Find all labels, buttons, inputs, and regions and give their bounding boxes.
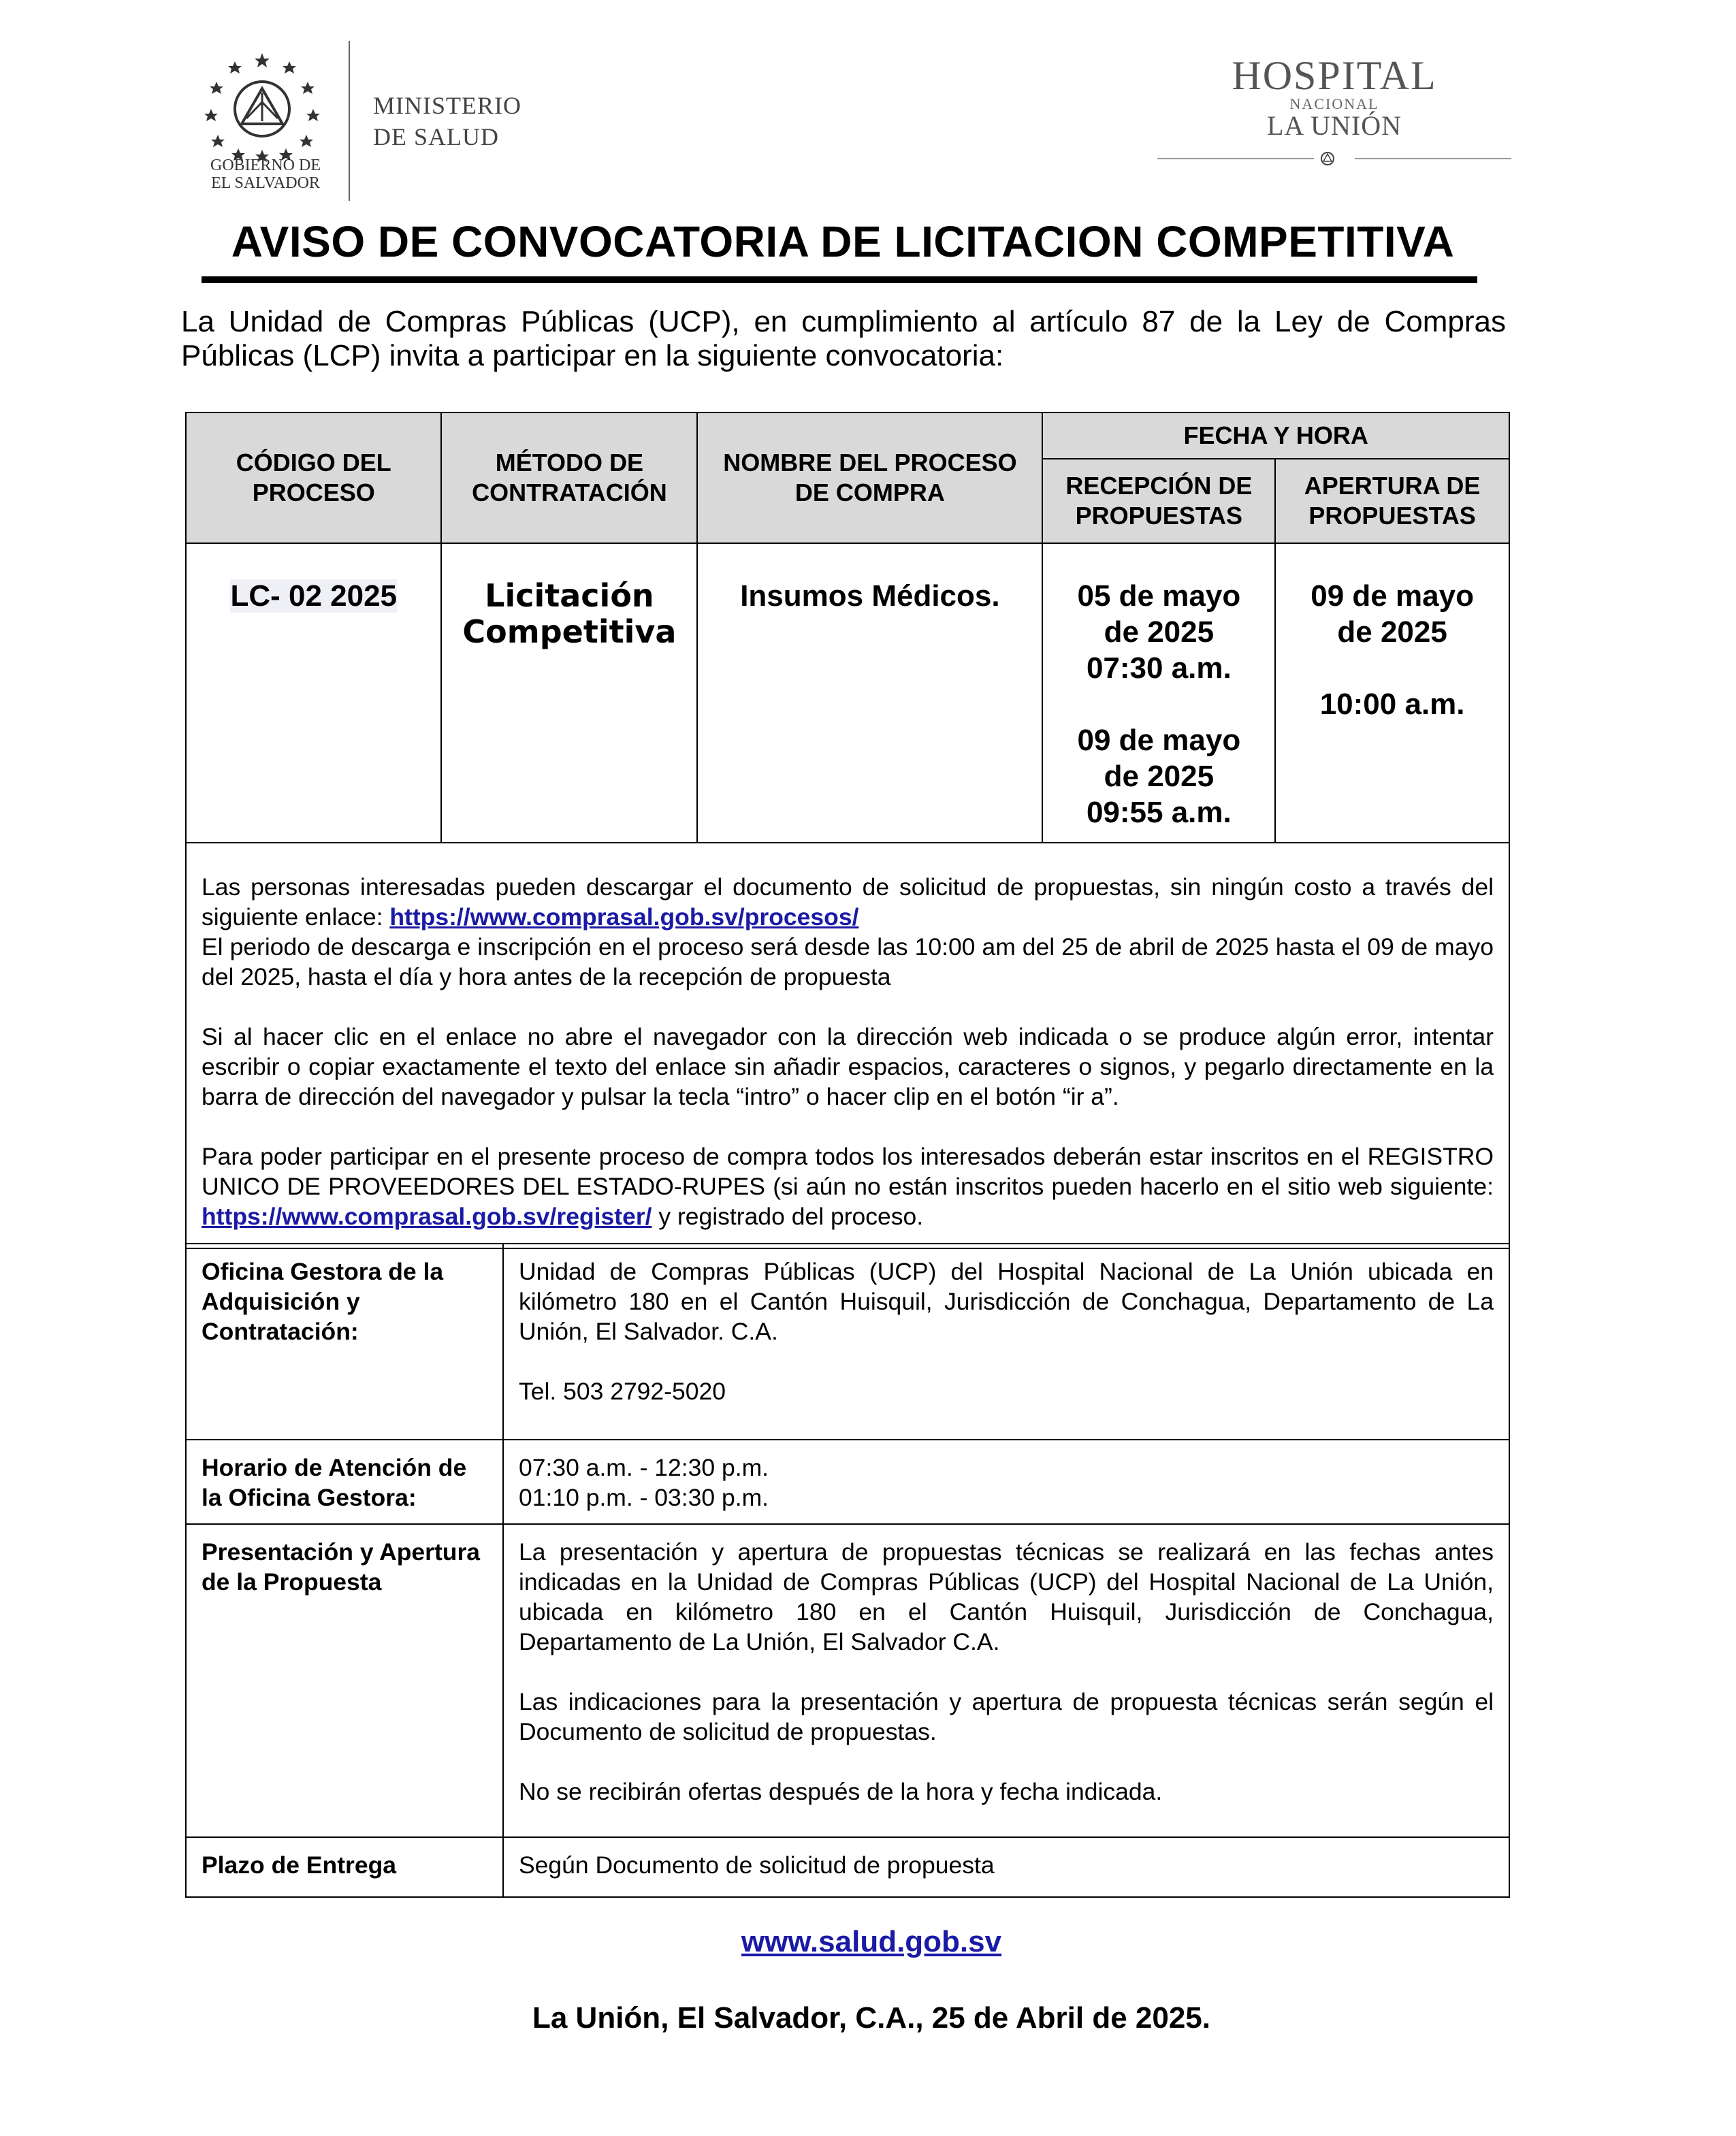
- horario-value: [503, 1440, 1509, 1524]
- hospital-rule: [1151, 148, 1518, 169]
- recepcion-date2-day: 09 de mayo: [1077, 724, 1241, 757]
- header-nombre-line1: NOMBRE DEL PROCESO: [723, 449, 1017, 476]
- presentacion-p2: Las indicaciones para la presentación y apertura de propuesta técnicas serán según el Documento de solicitud de propuestas.: [519, 1688, 1494, 1745]
- header-codigo: [186, 412, 441, 543]
- hospital-nacional: NACIONAL: [1289, 95, 1379, 112]
- logo-divider: [349, 41, 350, 201]
- title-underline: [202, 276, 1477, 283]
- process-table: [185, 412, 1510, 1249]
- presentacion-p1: La presentación y apertura de propuestas técnicas se realizará en las fechas antes indicadas en la Unidad de Compras Públicas (UCP) del Hospital Nacional de La Unión, ubicada en kilómetro 180 en el Cantón Huisquil, Jurisdicción de Conchagua, Departamento de La Unión, El Salvador C.A.: [519, 1538, 1494, 1655]
- info-row: [186, 843, 1509, 1248]
- recepcion-date2-time: 09:55 a.m.: [1086, 796, 1232, 829]
- metodo-line1: Licitación: [485, 577, 654, 614]
- info-paragraph-2: Si al hacer clic en el enlace no abre el navegador con la dirección web indicada o se produce algún error, intentar escribir o copiar exactamente el texto del enlace sin añadir espacios, caracteres o signos, y pegarlo directamente en la barra de dirección del navegador y pulsar la tecla “intro” o hacer clip en el botón “ir a”.: [202, 1023, 1494, 1110]
- document-title: AVISO DE CONVOCATORIA DE LICITACION COMPETITIVA: [231, 217, 1455, 266]
- register-link[interactable]: https://www.comprasal.gob.sv/register/: [202, 1203, 652, 1230]
- horario-morning: 07:30 a.m. - 12:30 p.m.: [519, 1454, 769, 1481]
- recepcion-date1-time: 07:30 a.m.: [1086, 651, 1232, 685]
- header-row: [186, 412, 1509, 459]
- recepcion-spacer: [1044, 686, 1274, 722]
- apertura-year: de 2025: [1337, 615, 1447, 649]
- gov-line-1: GOBIERNO DE: [210, 157, 321, 174]
- website-link[interactable]: www.salud.gob.sv: [741, 1925, 1002, 1958]
- closing-line: La Unión, El Salvador, C.A., 25 de Abril de 2025.: [532, 2001, 1210, 2035]
- header-recepcion-line2: PROPUESTAS: [1075, 502, 1243, 530]
- cell-recepcion: [1042, 543, 1275, 843]
- cell-apertura: [1275, 543, 1509, 843]
- process-code: LC- 02 2025: [230, 579, 398, 613]
- info-paragraph-1: [202, 872, 1494, 992]
- hospital-title: HOSPITAL: [1232, 53, 1437, 98]
- metodo-line2: Competitiva: [462, 613, 677, 650]
- apertura-day: 09 de mayo: [1311, 579, 1474, 613]
- info-p1-text: Las personas interesadas pueden descargar el documento de solicitud de propuestas, sin ningún costo a través del siguiente enlace:: [202, 873, 1494, 931]
- oficina-label: Oficina Gestora de la Adquisición y Contratación:: [186, 1244, 503, 1440]
- header-codigo-line1: CÓDIGO DEL: [236, 449, 391, 476]
- hospital-logo: [1151, 54, 1518, 191]
- header-nombre: [697, 412, 1042, 543]
- mini-seal-icon: [1317, 148, 1338, 169]
- info-p3-text: Para poder participar en el presente proceso de compra todos los interesados deberán estar inscritos en el REGISTRO UNICO DE PROVEEDORES DEL ESTADO-RUPES (si aún no están inscritos pueden hacerlo en el sitio web siguiente:: [202, 1143, 1494, 1200]
- header-recepcion: [1042, 459, 1275, 543]
- horario-afternoon: 01:10 p.m. - 03:30 p.m.: [519, 1484, 769, 1511]
- oficina-row: [186, 1244, 1509, 1440]
- header-metodo: [441, 412, 697, 543]
- recepcion-date1-day: 05 de mayo: [1077, 579, 1241, 613]
- header-recepcion-line1: RECEPCIÓN DE: [1065, 472, 1253, 500]
- oficina-tel: Tel. 503 2792-5020: [519, 1378, 726, 1405]
- info-p3-text2: y registrado del proceso.: [658, 1203, 924, 1230]
- rule-left: [1157, 158, 1314, 159]
- presentacion-row: [186, 1524, 1509, 1837]
- info-cell: [186, 843, 1509, 1248]
- intro-paragraph: La Unidad de Compras Públicas (UCP), en cumplimiento al artículo 87 de la Ley de Compras Públicas (LCP) invita a participar en la siguiente convocatoria:: [181, 305, 1506, 372]
- presentacion-value: [503, 1524, 1509, 1837]
- ministry-name: [373, 90, 521, 152]
- ministry-line-2: DE SALUD: [373, 123, 499, 150]
- header-apertura-line2: PROPUESTAS: [1308, 502, 1476, 530]
- header-fecha: FECHA Y HORA: [1042, 412, 1509, 459]
- footer-website: [0, 1925, 1736, 1959]
- info-paragraph-3: [202, 1142, 1494, 1231]
- recepcion-date1-year: de 2025: [1104, 615, 1215, 649]
- gov-name: [197, 157, 334, 192]
- header-codigo-line2: PROCESO: [252, 479, 375, 506]
- gov-line-2: EL SALVADOR: [211, 174, 320, 192]
- hospital-location: LA UNIÓN: [1267, 110, 1402, 141]
- plazo-row: [186, 1837, 1509, 1897]
- oficina-value: [503, 1244, 1509, 1440]
- cell-nombre: Insumos Médicos.: [697, 543, 1042, 843]
- horario-row: [186, 1440, 1509, 1524]
- apertura-spacer: [1276, 650, 1508, 686]
- apertura-time: 10:00 a.m.: [1319, 687, 1465, 721]
- presentacion-p3: No se recibirán ofertas después de la hora y fecha indicada.: [519, 1778, 1163, 1805]
- header-apertura: [1275, 459, 1509, 543]
- process-row: [186, 543, 1509, 843]
- rule-right: [1355, 158, 1511, 159]
- procesos-link[interactable]: https://www.comprasal.gob.sv/procesos/: [389, 903, 859, 931]
- oficina-text: Unidad de Compras Públicas (UCP) del Hospital Nacional de La Unión ubicada en kilómetro 180 en el Cantón Huisquil, Jurisdicción de Conchagua, Departamento de La Unión, El Salvador. C.A.: [519, 1258, 1494, 1345]
- plazo-value: Según Documento de solicitud de propuesta: [503, 1837, 1509, 1897]
- header-apertura-line1: APERTURA DE: [1304, 472, 1481, 500]
- plazo-label: Plazo de Entrega: [186, 1837, 503, 1897]
- header-metodo-line1: MÉTODO DE: [495, 449, 644, 476]
- ministry-logo: [197, 41, 565, 204]
- cell-metodo: [441, 543, 697, 843]
- ministry-line-1: MINISTERIO: [373, 92, 521, 119]
- cell-codigo: [186, 543, 441, 843]
- recepcion-date2-year: de 2025: [1104, 760, 1215, 793]
- header-metodo-line2: CONTRATACIÓN: [472, 479, 667, 506]
- horario-label: Horario de Atención de la Oficina Gestora:: [186, 1440, 503, 1524]
- presentacion-label: Presentación y Apertura de la Propuesta: [186, 1524, 503, 1837]
- info-p1-text2: El periodo de descarga e inscripción en el proceso será desde las 10:00 am del 25 de abril de 2025 hasta el 09 de mayo del 2025, hasta el día y hora antes de la recepción de propuesta: [202, 933, 1494, 990]
- header-nombre-line2: DE COMPRA: [794, 479, 945, 506]
- details-table: [185, 1243, 1510, 1898]
